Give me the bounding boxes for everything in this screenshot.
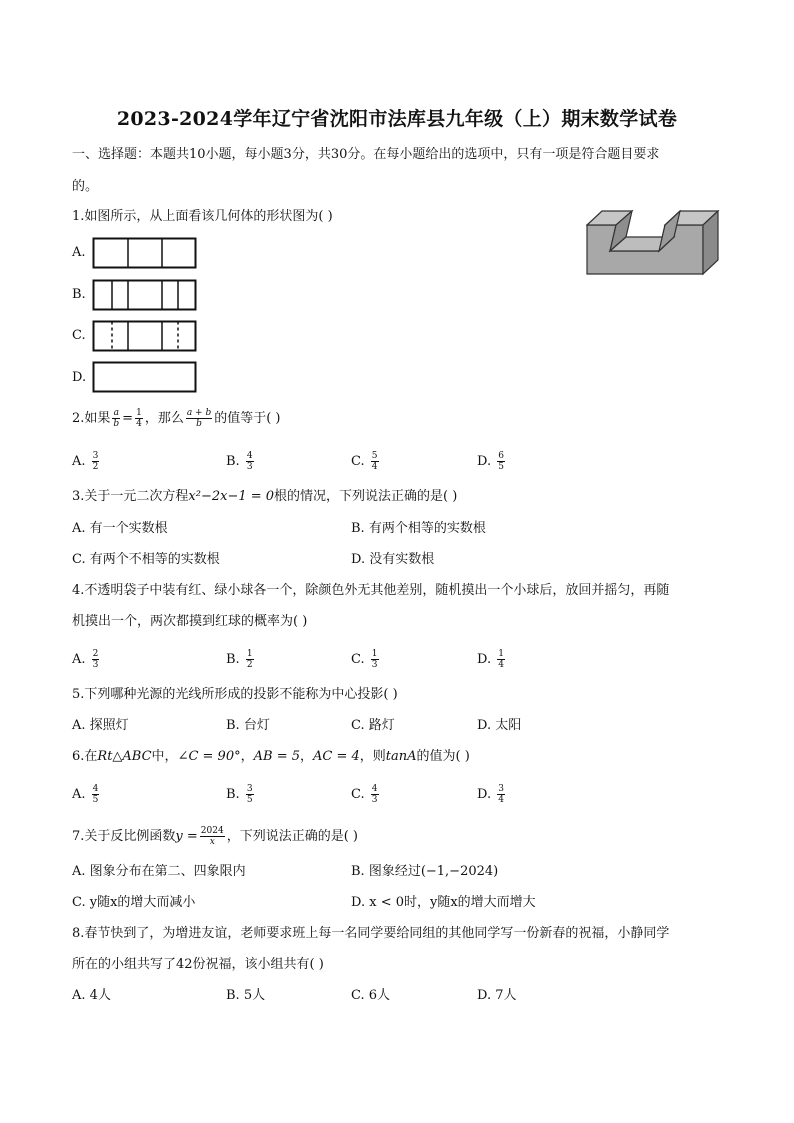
q3-option-c: C. 有两个不相等的实数根 [72, 552, 220, 567]
q2-option-c-label: C. [351, 454, 365, 469]
q3-option-a: A. 有一个实数根 [72, 521, 168, 536]
q4-b-num: 1 [246, 649, 253, 659]
q2-option-b-fraction [246, 451, 254, 472]
q4-option-d-fraction [497, 649, 505, 670]
q2-d-den: 5 [498, 462, 504, 472]
q2-option-a [72, 451, 101, 472]
q4-a-num: 2 [92, 649, 99, 659]
q4-c-den: 3 [371, 660, 378, 670]
q6-stem [72, 748, 470, 766]
section1-instructions-line1: 一、选择题：本题共10小题，每小题3分，共30分。在每小题给出的选项中，只有一项是符合题目要求 [72, 147, 660, 162]
q2-prefix: 2.如果 [72, 411, 111, 426]
q2-option-b-label: B. [226, 454, 240, 469]
q2-fraction-a-plus-b-over-b [186, 408, 212, 429]
q6-d-num: 3 [498, 784, 504, 794]
q8-stem-line1: 8.春节快到了，为增进友谊，老师要求班上每一名同学要给同组的其他同学写一份新春的祝福，小静同学 [72, 926, 670, 941]
q7-option-b: B. 图象经过(−1,−2024) [351, 864, 499, 879]
q2-option-c [351, 451, 381, 472]
q2-option-d-fraction [497, 451, 505, 472]
q6-option-b-fraction [246, 784, 254, 805]
q4-option-a-label: A. [72, 652, 86, 667]
q7-option-a: A. 图象分布在第二、四象限内 [72, 864, 246, 879]
q6-mid2: ，则 [359, 749, 386, 764]
q4-stem-line2: 机摸出一个，两次都摸到红球的概率为( ) [72, 614, 308, 629]
q7-suffix: ，下列说法正确的是( ) [226, 829, 358, 844]
q3-prefix: 3.关于一元二次方程 [72, 489, 189, 504]
exam-title: 2023-2024学年辽宁省沈阳市法库县九年级（上）期末数学试卷 [116, 108, 678, 130]
q7-f-num: 2024 [200, 826, 224, 836]
q1-option-b-figure [92, 279, 198, 313]
q6-triangle: Rt△ABC [97, 749, 152, 764]
q7-prefix: 7.关于反比例函数 [72, 829, 176, 844]
q3-stem [72, 488, 457, 506]
q4-b-den: 2 [246, 660, 253, 670]
q6-condition-ac: AC = 4 [313, 749, 360, 764]
q5-option-c: C. 路灯 [351, 718, 395, 733]
q4-option-d-label: D. [477, 652, 492, 667]
q6-prefix: 6.在 [72, 749, 98, 764]
q1-solid-figure [586, 210, 722, 278]
q4-option-a-fraction [92, 649, 100, 670]
q2-c-num: 5 [371, 451, 378, 461]
q4-a-den: 3 [92, 660, 99, 670]
q2-f1-num: a [113, 408, 119, 418]
q2-a-num: 3 [92, 451, 99, 461]
q1-option-c-figure [92, 320, 198, 354]
q6-option-a [72, 784, 101, 805]
q2-suffix: 的值等于( ) [214, 411, 281, 426]
q5-option-d: D. 太阳 [477, 718, 522, 733]
q2-b-den: 3 [246, 462, 253, 472]
q7-fraction [200, 826, 225, 847]
q2-equals: = [122, 411, 134, 426]
q1-option-a-label: A. [72, 245, 86, 260]
q5-option-b: B. 台灯 [226, 718, 270, 733]
q4-stem-line1: 4.不透明袋子中装有红、绿小球各一个，除颜色外无其他差别，随机摸出一个小球后，放回并摇匀，再随 [72, 583, 670, 598]
q2-stem [72, 408, 281, 429]
q6-condition-ab: AB = 5 [253, 749, 300, 764]
q2-c-den: 4 [371, 462, 378, 472]
q6-a-den: 5 [92, 795, 99, 805]
q8-option-c: C. 6人 [351, 988, 391, 1003]
q6-option-a-label: A. [72, 787, 86, 802]
q2-b-num: 4 [246, 451, 253, 461]
q8-option-b: B. 5人 [226, 988, 266, 1003]
q1-option-d-label: D. [72, 370, 87, 385]
q2-f3-num: a + b [186, 408, 212, 418]
q7-option-d: D. x < 0时，y随x的增大而增大 [351, 895, 536, 910]
q5-option-a: A. 探照灯 [72, 718, 129, 733]
q2-f1-den: b [113, 419, 120, 429]
q6-d-den: 4 [498, 795, 504, 805]
q6-c-den: 3 [371, 795, 378, 805]
q2-a-den: 2 [92, 462, 99, 472]
q6-option-c-label: C. [351, 787, 365, 802]
q2-mid: ，那么 [144, 411, 184, 426]
q7-lhs: y = [175, 829, 198, 844]
q6-option-d-label: D. [477, 787, 492, 802]
q4-option-a [72, 649, 101, 670]
q2-fraction-a-over-b [112, 408, 120, 429]
q2-f3-den: b [196, 419, 202, 429]
q3-option-b: B. 有两个相等的实数根 [351, 521, 486, 536]
q8-option-a: A. 4人 [72, 988, 111, 1003]
q6-option-d [477, 784, 507, 805]
q6-c-num: 4 [371, 784, 378, 794]
q6-option-b [226, 784, 256, 805]
q2-d-num: 6 [498, 451, 504, 461]
q4-d-den: 4 [498, 660, 504, 670]
q4-option-c-fraction [371, 649, 379, 670]
q2-option-b [226, 451, 256, 472]
q6-option-b-label: B. [226, 787, 240, 802]
q6-option-d-fraction [497, 784, 505, 805]
q1-option-a-figure [92, 237, 198, 271]
q7-option-c: C. y随x的增大而减小 [72, 895, 196, 910]
q3-option-d: D. 没有实数根 [351, 552, 435, 567]
q6-b-num: 3 [246, 784, 253, 794]
q2-option-d-label: D. [477, 454, 492, 469]
q4-option-b-label: B. [226, 652, 240, 667]
q4-option-b-fraction [246, 649, 254, 670]
q6-option-c-fraction [371, 784, 379, 805]
q3-equation: x²−2x−1 = 0 [188, 489, 275, 504]
q1-option-d-figure [92, 361, 198, 395]
q2-f2-den: 4 [136, 419, 142, 429]
q1-stem: 1.如图所示，从上面看该几何体的形状图为( ) [72, 209, 333, 224]
q6-option-c [351, 784, 381, 805]
q2-option-d [477, 451, 507, 472]
q2-option-a-label: A. [72, 454, 86, 469]
q2-fraction-one-quarter [135, 408, 143, 429]
q4-option-c-label: C. [351, 652, 365, 667]
q7-stem [72, 826, 358, 847]
q6-mid1: 中， [151, 749, 178, 764]
q7-f-den: x [209, 837, 215, 847]
section1-instructions-line2: 的。 [72, 179, 99, 194]
q6-tan: tanA [385, 749, 417, 764]
q4-c-num: 1 [371, 649, 378, 659]
q6-option-a-fraction [92, 784, 100, 805]
q2-option-a-fraction [92, 451, 100, 472]
q6-sep2: ， [300, 749, 314, 764]
q6-condition-angle: ∠C = 90° [177, 749, 241, 764]
q3-suffix: 根的情况，下列说法正确的是( ) [274, 489, 458, 504]
q1-option-b-label: B. [72, 287, 86, 302]
q6-sep1: ， [240, 749, 254, 764]
q4-d-num: 1 [498, 649, 504, 659]
q8-stem-line2: 所在的小组共写了42份祝福，该小组共有( ) [72, 957, 324, 972]
q6-suffix: 的值为( ) [416, 749, 470, 764]
q4-option-c [351, 649, 381, 670]
q4-option-d [477, 649, 507, 670]
q1-option-c-label: C. [72, 328, 86, 343]
q2-option-c-fraction [371, 451, 379, 472]
q5-stem: 5.下列哪种光源的光线所形成的投影不能称为中心投影( ) [72, 687, 398, 702]
q8-option-d: D. 7人 [477, 988, 517, 1003]
q6-a-num: 4 [92, 784, 99, 794]
q6-b-den: 5 [246, 795, 253, 805]
q4-option-b [226, 649, 256, 670]
q2-f2-num: 1 [136, 408, 142, 418]
